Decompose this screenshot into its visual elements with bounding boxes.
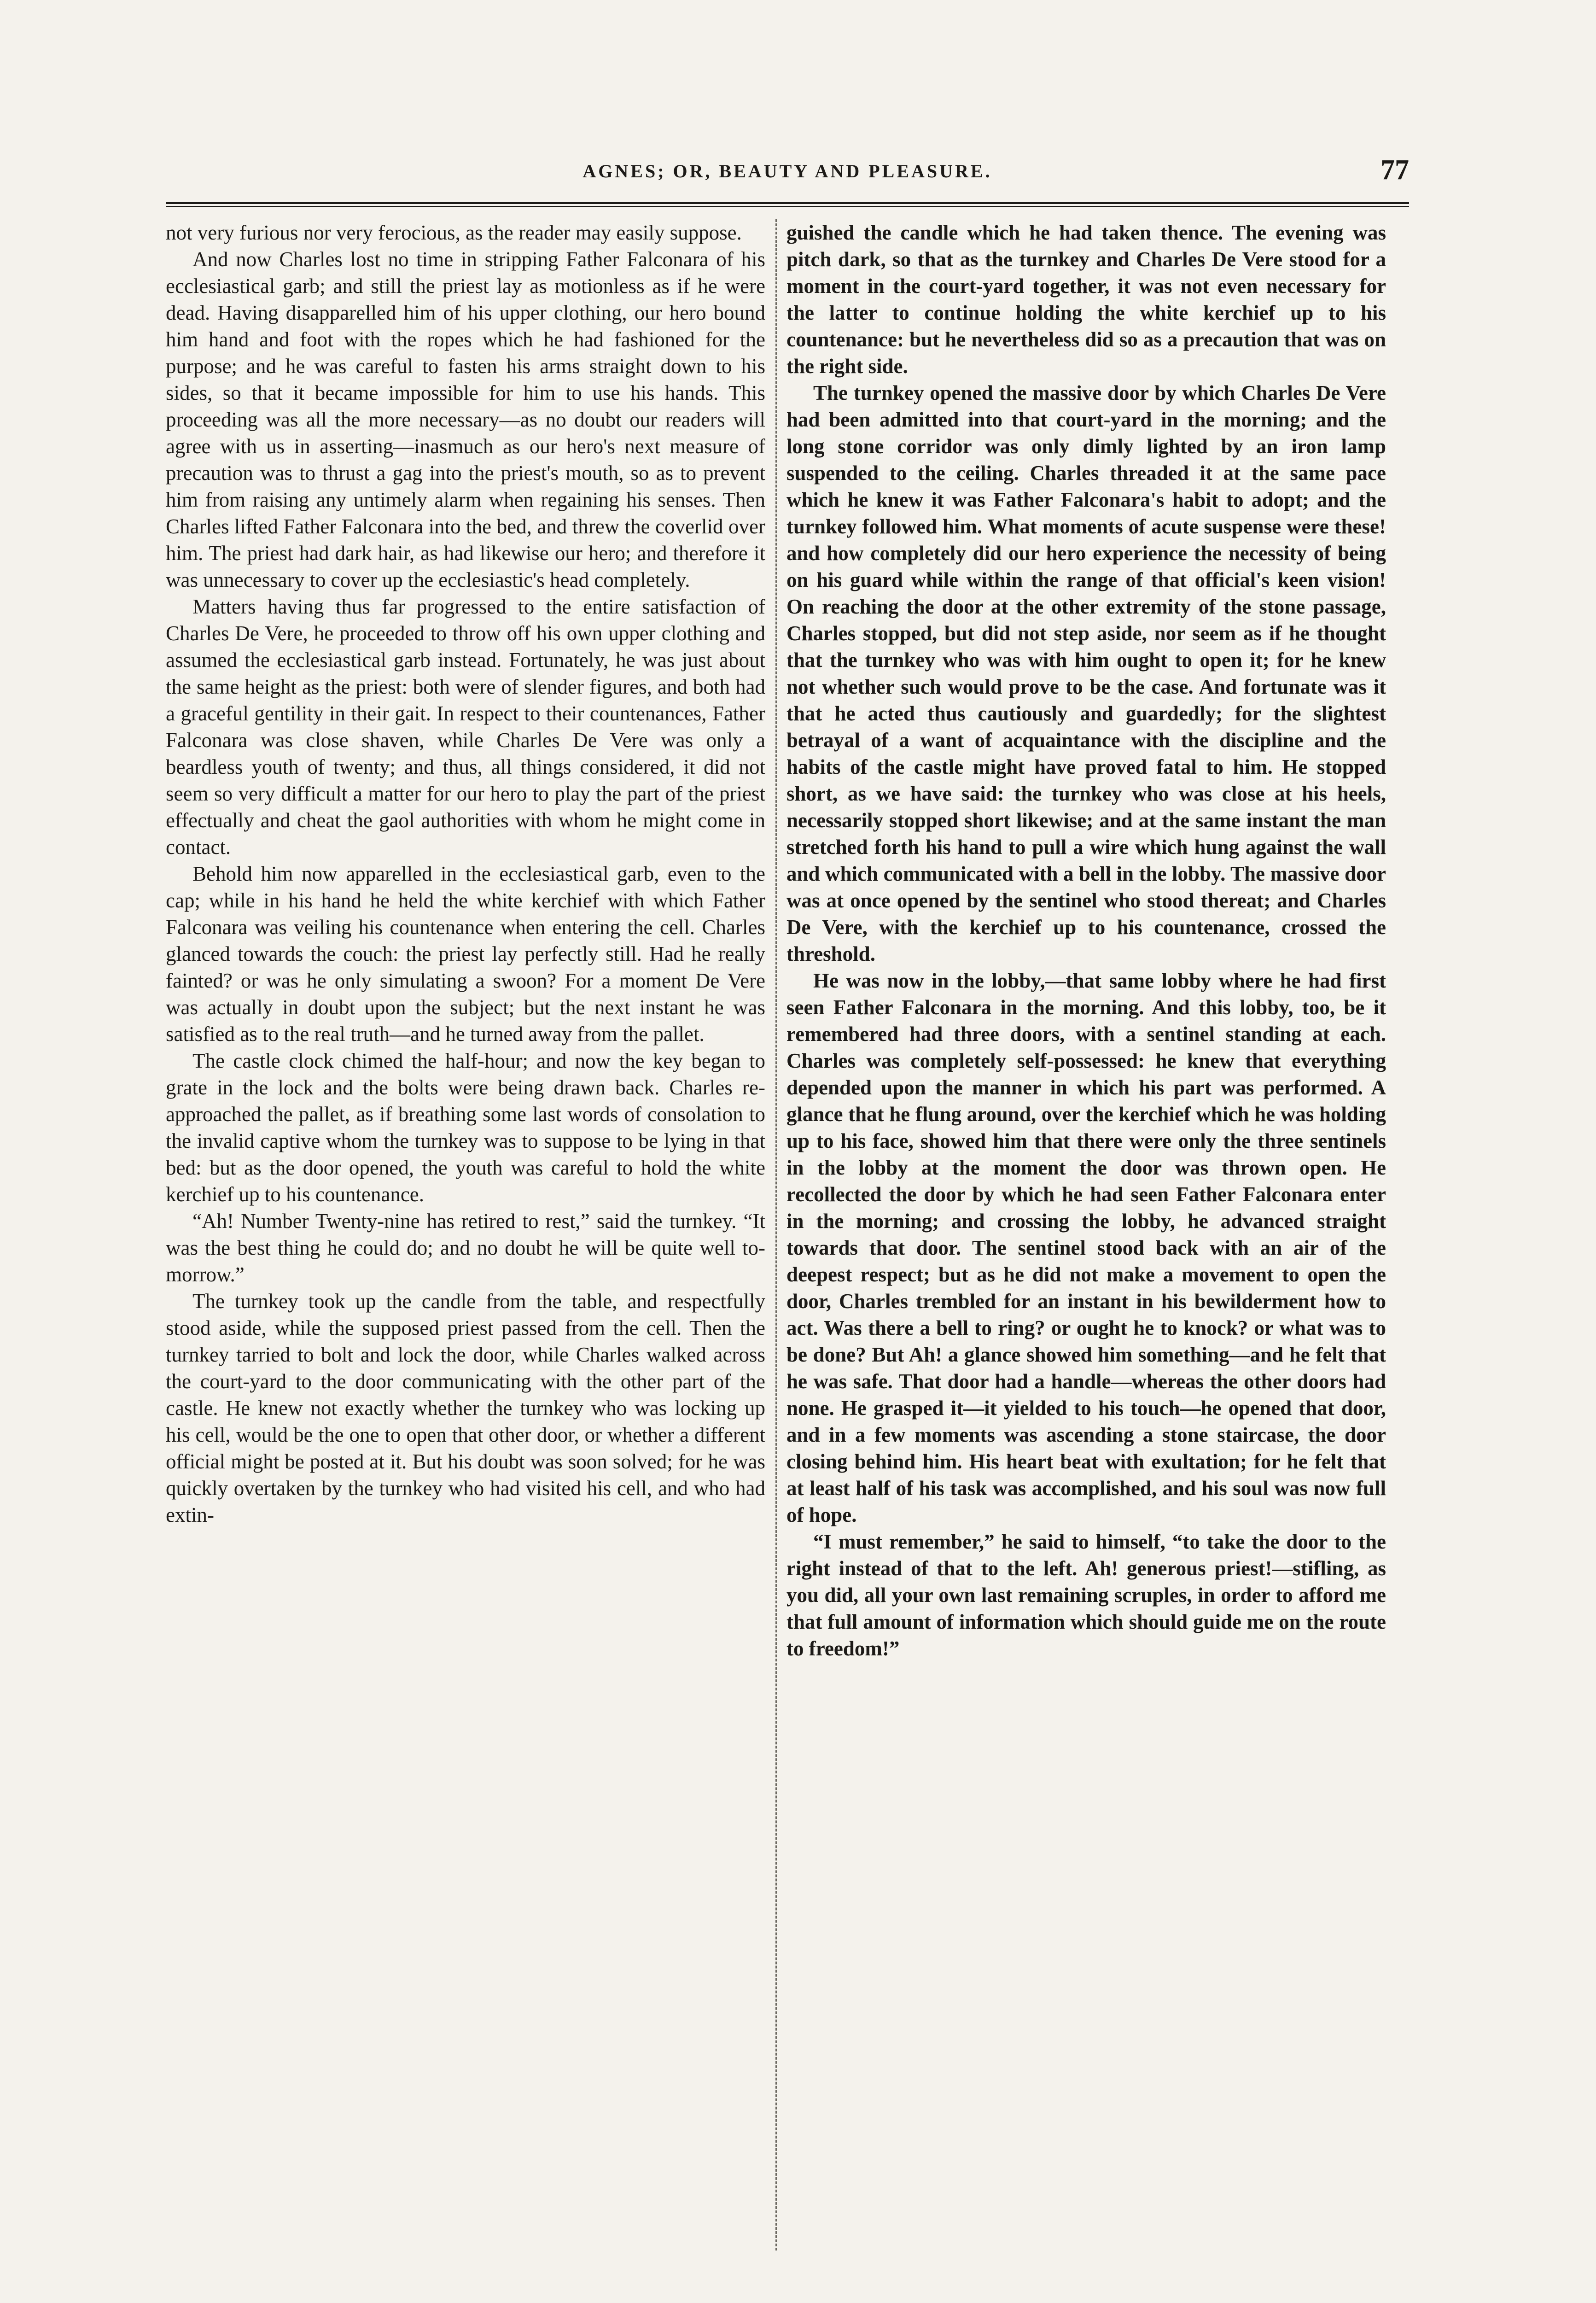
running-header [166, 154, 1409, 202]
paragraph: The turnkey took up the candle from the table, and respectfully stood aside, while the supposed priest passed from the cell. Then the turnkey tarried to bolt and lock the door, while Charles walked across the court-yard to the door communicating with the other part of the castle. He knew not exactly whether the turnkey who was locking up his cell, would be the one to open that other door, or whether a different official might be posted at it. But his doubt was soon solved; for he was quickly overtaken by the turnkey who had visited his cell, and who had extin- [166, 1290, 765, 1526]
paragraph: Behold him now apparelled in the ecclesiastical garb, even to the cap; while in his hand he held the white kerchief with which Father Falconara was veiling his countenance when entering the cell. Charles glanced towards the couch: the priest lay perfectly still. Had he really fainted? or was he only simulating a swoon? For a moment De Vere was actually in doubt upon the subject; but the next instant he was satisfied as to the real truth—and he turned away from the pallet. [166, 862, 765, 1046]
paragraph: not very furious nor very ferocious, as the reader may easily suppose. [166, 221, 742, 244]
right-column [786, 219, 1386, 1662]
paragraph: Matters having thus far progressed to the entire satisfaction of Charles De Vere, he proceeded to throw off his own upper clothing and assumed the ecclesiastical garb instead. Fortunately, he was just about the same height as the priest: both were of slender figures, and both had a graceful gentility in their gait. In respect to their countenances, Father Falconara was close shaven, while Charles De Vere was only a beardless youth of twenty; and thus, all things considered, it did not seem so very difficult a matter for our hero to play the part of the priest effectually and cheat the gaol authorities with whom he might come in contact. [166, 595, 765, 859]
header-rule [166, 202, 1409, 204]
paragraph: The turnkey opened the massive door by which Charles De Vere had been admitted into that court-yard in the morning; and the long stone corridor was only dimly lighted by an iron lamp suspended to the ceiling. Charles threaded it at the same pace which he knew it was Father Falconara's habit to adopt; and the turnkey followed him. What moments of acute suspense were these! and how completely did our hero experience the necessity of being on his guard while within the range of that official's keen vision! On reaching the door at the other extremity of the stone passage, Charles stopped, but did not step aside, nor seem as if he thought that the turnkey who was with him ought to open it; for he knew not whether such would prove to be the case. And fortunate was it that he acted thus cautiously and guardedly; for the slightest betrayal of a want of acquaintance with the discipline and the habits of the castle might have proved fatal to him. He stopped short, as we have said: the turnkey who was close at his heels, necessarily stopped short likewise; and at the same instant the man stretched forth his hand to pull a wire which hung against the wall and which communicated with a bell in the lobby. The massive door was at once opened by the sentinel who stood thereat; and Charles De Vere, with the kerchief up to his countenance, crossed the threshold. [786, 381, 1386, 965]
running-title: AGNES; OR, BEAUTY AND PLEASURE. [582, 161, 992, 181]
left-column [166, 219, 765, 1528]
column-divider [775, 219, 777, 2250]
header-rule-thin [166, 206, 1409, 207]
paragraph: And now Charles lost no time in stripping Father Falconara of his ecclesiastical garb; and still the priest lay as motionless as if he were dead. Having disapparelled him of his upper clothing, our hero bound him hand and foot with the ropes which he had fashioned for the purpose; and he was careful to fasten his arms straight down to his sides, so that it became impossible for him to use his hands. This proceeding was all the more necessary—as no doubt our readers will agree with us in asserting—inasmuch as our hero's next measure of precaution was to thrust a gag into the priest's mouth, so as to prevent him from raising any untimely alarm when regaining his senses. Then Charles lifted Father Falconara into the bed, and threw the coverlid over him. The priest had dark hair, as had likewise our hero; and therefore it was unnecessary to cover up the ecclesiastic's head completely. [166, 248, 765, 591]
paragraph: He was now in the lobby,—that same lobby where he had first seen Father Falconara in the morning. And this lobby, too, be it remembered had three doors, with a sentinel standing at each. Charles was completely self-possessed: he knew that everything depended upon the manner in which his part was performed. A glance that he flung around, over the kerchief which he was holding up to his face, showed him that there were only the three sentinels in the lobby at the moment the door was thrown open. He recollected the door by which he had seen Father Falconara enter in the morning; and crossing the lobby, he advanced straight towards that door. The sentinel stood back with an air of the deepest respect; but as he did not make a movement to open the door, Charles trembled for an instant in his bewilderment how to act. Was there a bell to ring? or ought he to knock? or what was to be done? But Ah! a glance showed him something—and he felt that he was safe. That door had a handle—whereas the other doors had none. He grasped it—it yielded to his touch—he opened that door, and in a few moments was ascending a stone staircase, the door closing behind him. His heart beat with exultation; for he felt that at least half of his task was accomplished, and his soul was now full of hope. [786, 969, 1386, 1526]
paragraph: “Ah! Number Twenty-nine has retired to rest,” said the turnkey. “It was the best thing he could do; and no doubt he will be quite well to-morrow.” [166, 1210, 765, 1286]
paragraph: The castle clock chimed the half-hour; and now the key began to grate in the lock and the bolts were being drawn back. Charles re-approached the pallet, as if breathing some last words of consolation to the invalid captive whom the turnkey was to suppose to be lying in that bed: but as the door opened, the youth was careful to hold the white kerchief up to his countenance. [166, 1049, 765, 1206]
paragraph: guished the candle which he had taken thence. The evening was pitch dark, so that as the turnkey and Charles De Vere stood for a moment in the court-yard together, it was not even necessary for the latter to continue holding the white kerchief up to his countenance: but he nevertheless did so as a precaution that was on the right side. [786, 221, 1386, 378]
page-number: 77 [1380, 154, 1409, 186]
paragraph: “I must remember,” he said to himself, “to take the door to the right instead of that to the left. Ah! generous priest!—stifling, as you did, all your own last remaining scruples, in order to afford me that full amount of information which should guide me on the route to freedom!” [786, 1530, 1386, 1660]
